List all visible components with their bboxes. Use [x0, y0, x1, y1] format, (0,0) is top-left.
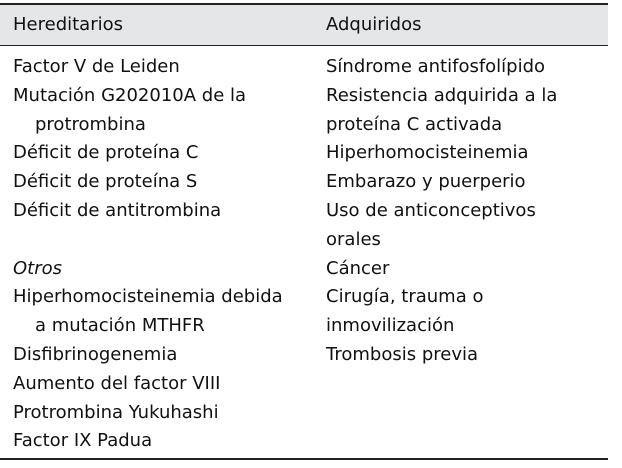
adquiridos-line: Hiperhomocisteinemia [326, 142, 529, 164]
hereditarios-line: Hiperhomocisteinemia debida [13, 286, 283, 308]
header-hereditarios: Hereditarios [13, 14, 123, 35]
adquiridos-line: proteína C activada [326, 113, 503, 135]
adquiridos-line: Síndrome antifosfolípido [326, 56, 546, 77]
adquiridos-line: Resistencia adquirida a la [326, 84, 558, 106]
adquiridos-line: Cáncer [326, 257, 390, 279]
table-header [0, 3, 608, 46]
hereditarios-line: Otros [13, 257, 63, 279]
adquiridos-line: Embarazo y puerperio [326, 171, 526, 193]
adquiridos-line: inmovilización [326, 315, 455, 337]
hereditarios-line: Déficit de antitrombina [13, 199, 222, 221]
hereditarios-line: Factor V de Leiden [13, 56, 180, 77]
table-bottom-rule [0, 458, 608, 460]
hereditarios-line: Factor IX Padua [13, 430, 153, 452]
adquiridos-line: Cirugía, trauma o [326, 286, 484, 308]
hereditarios-line: Déficit de proteína S [13, 171, 198, 193]
header-adquiridos: Adquiridos [326, 14, 422, 35]
hereditarios-line: Protrombina Yukuhashi [13, 401, 219, 423]
hereditarios-line: a mutación MTHFR [35, 315, 205, 337]
hereditarios-line: Disfibrinogenemia [13, 343, 178, 365]
hereditarios-line: protrombina [35, 113, 146, 135]
adquiridos-column [326, 53, 606, 370]
adquiridos-line: orales [326, 228, 381, 250]
adquiridos-line: Trombosis previa [326, 343, 479, 365]
hereditarios-line: Mutación G202010A de la [13, 84, 247, 106]
hereditarios-line: Déficit de proteína C [13, 142, 199, 164]
hereditarios-line: Aumento del factor VIII [13, 372, 221, 394]
hereditarios-line [13, 226, 313, 255]
adquiridos-line: Uso de anticonceptivos [326, 199, 536, 221]
hereditarios-column [13, 53, 313, 456]
